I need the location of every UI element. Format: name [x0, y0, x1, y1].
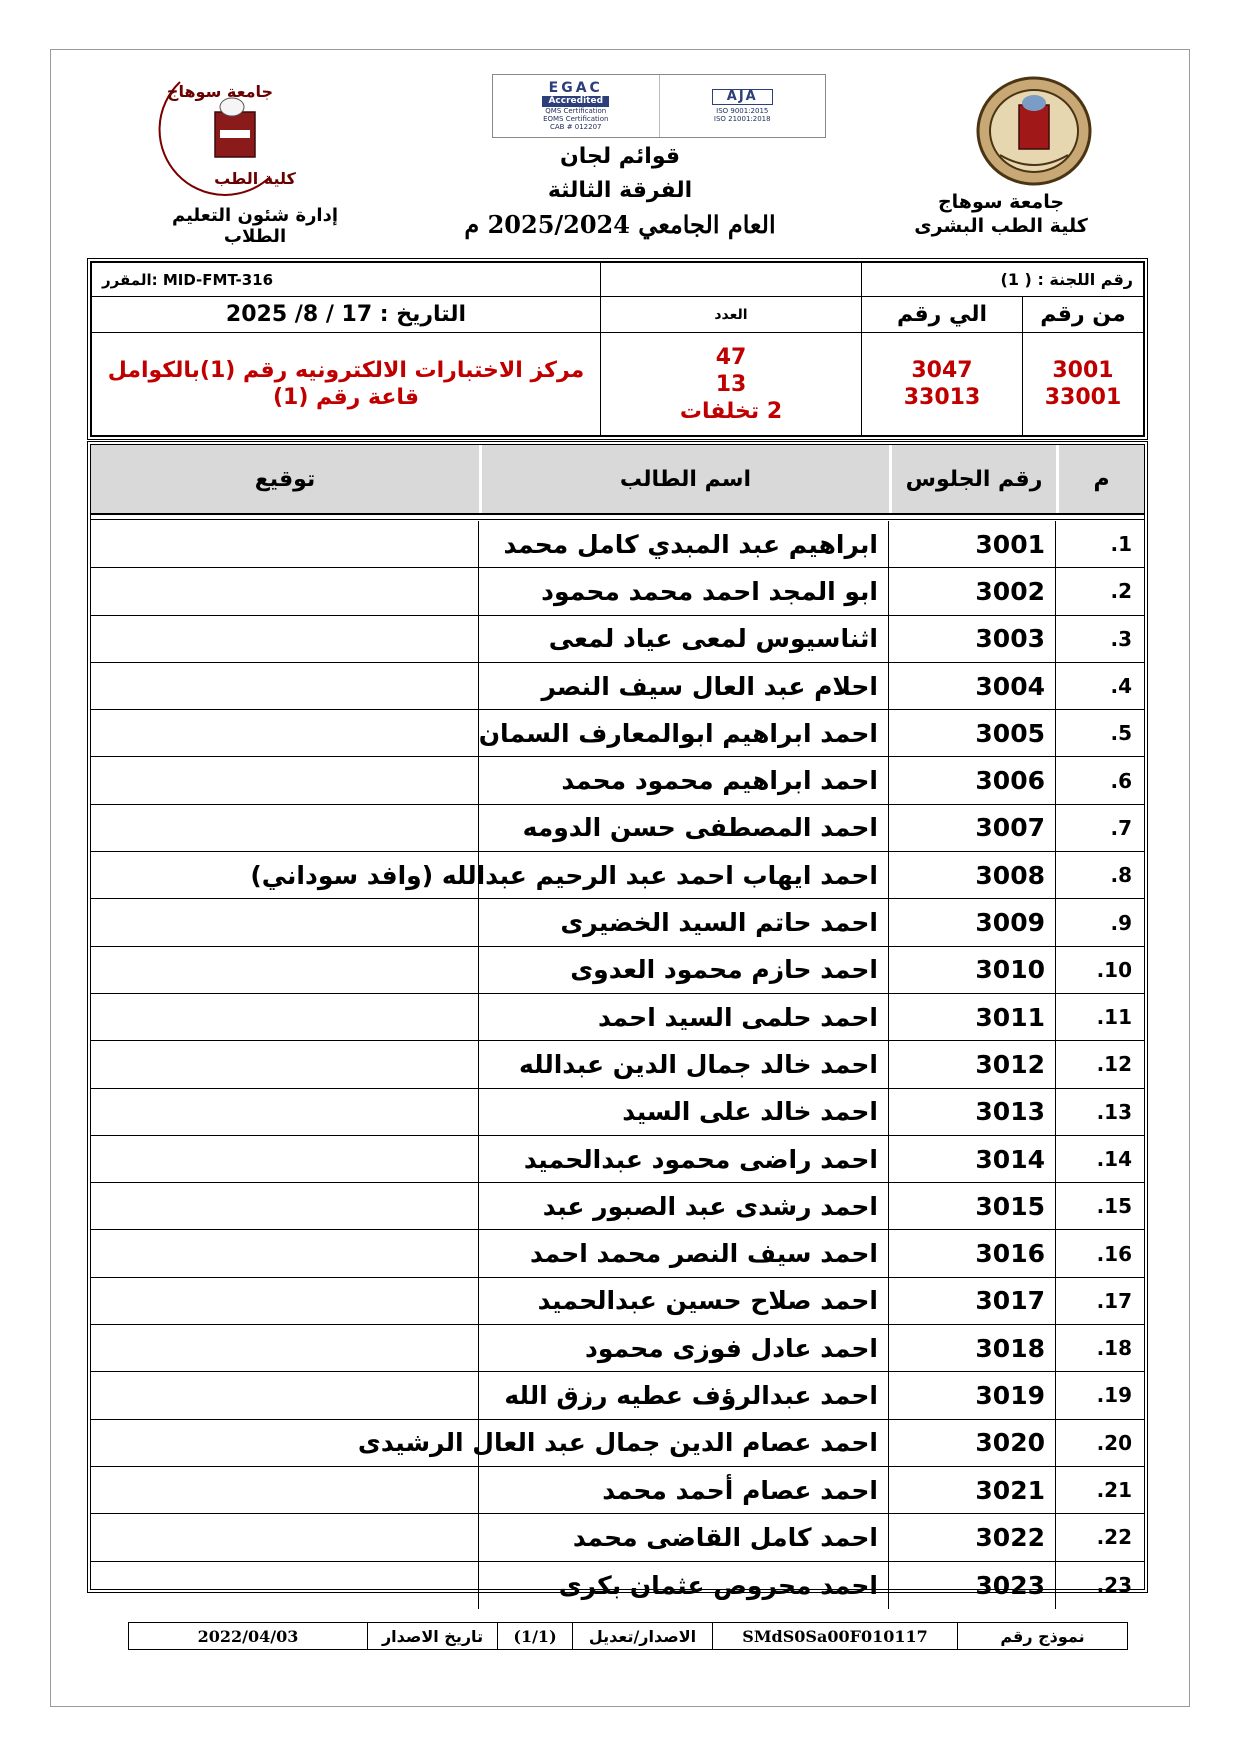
row-index: .11	[1096, 1005, 1132, 1030]
seat-number: 3018	[889, 1325, 1056, 1371]
empty-cell	[601, 263, 862, 297]
seat-number: 3010	[889, 947, 1056, 993]
header-student-name: اسم الطالب	[479, 445, 889, 513]
table-row	[91, 1372, 1144, 1419]
signature-cell	[91, 1562, 479, 1609]
row-index: .21	[1096, 1478, 1132, 1503]
seat-number: 3003	[889, 616, 1056, 662]
students-table	[87, 441, 1148, 1600]
seat-number: 3006	[889, 757, 1056, 803]
table-header	[91, 445, 1144, 515]
signature-cell	[91, 521, 479, 567]
student-name: احمد عصام الدين جمال عبد العال الرشيدى	[479, 1420, 889, 1466]
seat-number: 3009	[889, 899, 1056, 945]
seat-number: 3016	[889, 1230, 1056, 1276]
signature-cell	[91, 1325, 479, 1371]
table-row	[91, 521, 1144, 568]
row-index: .4	[1110, 674, 1132, 699]
table-row	[91, 568, 1144, 615]
aja-logo: AJA ISO 9001:2015 ISO 21001:2018	[660, 75, 826, 137]
table-row	[91, 1041, 1144, 1088]
form-number: SMdS0Sa00F010117	[712, 1623, 957, 1649]
table-row	[91, 1136, 1144, 1183]
student-name: احمد خالد على السيد	[479, 1089, 889, 1135]
table-row	[91, 1562, 1144, 1609]
committee-number: رقم اللجنة : ( 1)	[862, 263, 1144, 297]
row-index: .17	[1096, 1288, 1132, 1313]
row-index: .6	[1110, 768, 1132, 793]
table-row	[91, 710, 1144, 757]
student-name: احمد رشدى عبد الصبور عبد	[479, 1183, 889, 1229]
row-index: .1	[1110, 532, 1132, 557]
student-name: احمد عادل فوزى محمود	[479, 1325, 889, 1371]
university-name-block	[901, 190, 1101, 238]
egac-logo: EGAC Accredited QMS Certification EOMS Certification CAB # 012207	[493, 75, 660, 137]
student-name: احمد ابراهيم ابوالمعارف السمان	[479, 710, 889, 756]
to-number-label: الي رقم	[862, 297, 1023, 333]
row-index: .23	[1096, 1573, 1132, 1598]
table-row	[91, 1420, 1144, 1467]
table-row	[91, 757, 1144, 804]
signature-cell	[91, 710, 479, 756]
grade-label: الفرقة الثالثة	[547, 178, 693, 203]
signature-cell	[91, 1372, 479, 1418]
seat-number: 3022	[889, 1514, 1056, 1560]
student-name: احمد حازم محمود العدوى	[479, 947, 889, 993]
seat-number: 3008	[889, 852, 1056, 898]
from-number-label: من رقم	[1023, 297, 1144, 333]
exam-date: التاريخ : 17 / 8/ 2025	[92, 297, 601, 333]
issue-date-label: تاريخ الاصدار	[367, 1623, 497, 1649]
from-numbers: 3001 33001	[1023, 333, 1144, 436]
student-name: احمد خالد جمال الدين عبدالله	[479, 1041, 889, 1087]
table-row	[91, 947, 1144, 994]
row-index: .9	[1110, 910, 1132, 935]
seat-number: 3014	[889, 1136, 1056, 1182]
signature-cell	[91, 1514, 479, 1560]
student-name: احمد ايهاب احمد عبد الرحيم عبدالله (وافد سوداني)	[479, 852, 889, 898]
count-label: العدد	[601, 297, 862, 333]
row-index: .2	[1110, 579, 1132, 604]
header-seat-number: رقم الجلوس	[889, 445, 1056, 513]
signature-cell	[91, 1136, 479, 1182]
university-logo	[975, 75, 1093, 187]
form-number-label: نموذج رقم	[957, 1623, 1127, 1649]
svg-text:جامعة سوهاج: جامعة سوهاج	[166, 82, 274, 101]
table-body	[91, 521, 1144, 1609]
table-row	[91, 805, 1144, 852]
to-numbers: 3047 33013	[862, 333, 1023, 436]
table-row	[91, 852, 1144, 899]
table-row	[91, 1089, 1144, 1136]
faculty-logo	[120, 72, 320, 197]
university-name: جامعة سوهاج	[937, 191, 1065, 213]
seat-number: 3015	[889, 1183, 1056, 1229]
student-name: احمد حلمى السيد احمد	[479, 994, 889, 1040]
student-name: ابو المجد احمد محمد محمود	[479, 568, 889, 614]
document-title-block	[420, 140, 820, 242]
seat-number: 3011	[889, 994, 1056, 1040]
table-row	[91, 899, 1144, 946]
seat-number: 3005	[889, 710, 1056, 756]
seat-number: 3021	[889, 1467, 1056, 1513]
student-name: احمد راضى محمود عبدالحميد	[479, 1136, 889, 1182]
seat-number: 3001	[889, 521, 1056, 567]
signature-cell	[91, 568, 479, 614]
student-name: احمد ابراهيم محمود محمد	[479, 757, 889, 803]
row-index: .14	[1096, 1147, 1132, 1171]
seat-number: 3023	[889, 1562, 1056, 1609]
signature-cell	[91, 1041, 479, 1087]
student-name: احمد حاتم السيد الخضيرى	[479, 899, 889, 945]
row-index: .15	[1096, 1194, 1132, 1219]
document-title: قوائم لجان	[559, 144, 681, 169]
signature-cell	[91, 1089, 479, 1135]
table-row	[91, 994, 1144, 1041]
table-row	[91, 1514, 1144, 1561]
seat-number: 3020	[889, 1420, 1056, 1466]
row-index: .8	[1110, 863, 1132, 888]
svg-text:كلية الطب: كلية الطب	[214, 169, 296, 188]
seat-number: 3007	[889, 805, 1056, 851]
signature-cell	[91, 994, 479, 1040]
signature-cell	[91, 899, 479, 945]
table-row	[91, 1230, 1144, 1277]
course-code: المقرر: MID-FMT-316	[92, 263, 601, 297]
table-row	[91, 1467, 1144, 1514]
row-index: .5	[1110, 721, 1132, 746]
student-name: احمد عبدالرؤف عطيه رزق الله	[479, 1372, 889, 1418]
certification-logos	[492, 74, 826, 138]
row-index: .20	[1096, 1430, 1132, 1455]
seat-number: 3004	[889, 663, 1056, 709]
table-row	[91, 1183, 1144, 1230]
form-footer	[128, 1622, 1128, 1650]
department-name: إدارة شئون التعليم الطلاب	[171, 205, 339, 247]
header-separator	[91, 513, 1144, 520]
issue-date: 2022/04/03	[197, 1626, 299, 1646]
committee-info-box	[87, 258, 1148, 440]
table-row	[91, 616, 1144, 663]
row-index: .16	[1096, 1241, 1132, 1266]
table-row	[91, 1278, 1144, 1325]
signature-cell	[91, 1230, 479, 1276]
row-index: .22	[1096, 1525, 1132, 1550]
edition-value: (1/1)	[497, 1623, 572, 1649]
signature-cell	[91, 1278, 479, 1324]
row-index: .7	[1110, 815, 1132, 840]
signature-cell	[91, 947, 479, 993]
student-name: احمد عصام أحمد محمد	[479, 1467, 889, 1513]
signature-cell	[91, 1467, 479, 1513]
row-index: .18	[1096, 1336, 1132, 1361]
signature-cell	[91, 616, 479, 662]
student-name: احمد محروص عثمان بكرى	[479, 1562, 889, 1609]
seat-number: 3002	[889, 568, 1056, 614]
signature-cell	[91, 805, 479, 851]
header-signature: توقيع	[254, 466, 316, 492]
table-row	[91, 1325, 1144, 1372]
student-name: احمد صلاح حسين عبدالحميد	[479, 1278, 889, 1324]
seat-number: 3012	[889, 1041, 1056, 1087]
student-name: ابراهيم عبد المبدي كامل محمد	[479, 521, 889, 567]
edition-label: الاصدار/تعديل	[572, 1623, 712, 1649]
row-index: .19	[1096, 1383, 1132, 1408]
student-counts: 47 13 2 تخلفات	[601, 333, 862, 436]
seat-number: 3013	[889, 1089, 1056, 1135]
student-name: اثناسيوس لمعى عياد لمعى	[479, 616, 889, 662]
table-row	[91, 663, 1144, 710]
student-name: احمد سيف النصر محمد احمد	[479, 1230, 889, 1276]
signature-cell	[91, 663, 479, 709]
seat-number: 3017	[889, 1278, 1056, 1324]
seat-number: 3019	[889, 1372, 1056, 1418]
row-index: .10	[1096, 957, 1132, 982]
signature-cell	[91, 757, 479, 803]
student-name: احمد كامل القاضى محمد	[479, 1514, 889, 1560]
row-index: .13	[1096, 1099, 1132, 1124]
student-name: احلام عبد العال سيف النصر	[479, 663, 889, 709]
row-index: .12	[1096, 1052, 1132, 1077]
exam-location: مركز الاختبارات الالكترونيه رقم (1)بالكوامل قاعة رقم (1)	[92, 333, 601, 436]
student-name: احمد المصطفى حسن الدومه	[479, 805, 889, 851]
faculty-name: كلية الطب البشرى	[914, 215, 1088, 237]
header-index: م	[1056, 445, 1144, 513]
academic-year: العام الجامعي 2025/2024 م	[464, 210, 776, 239]
signature-cell	[91, 1183, 479, 1229]
row-index: .3	[1110, 626, 1132, 651]
